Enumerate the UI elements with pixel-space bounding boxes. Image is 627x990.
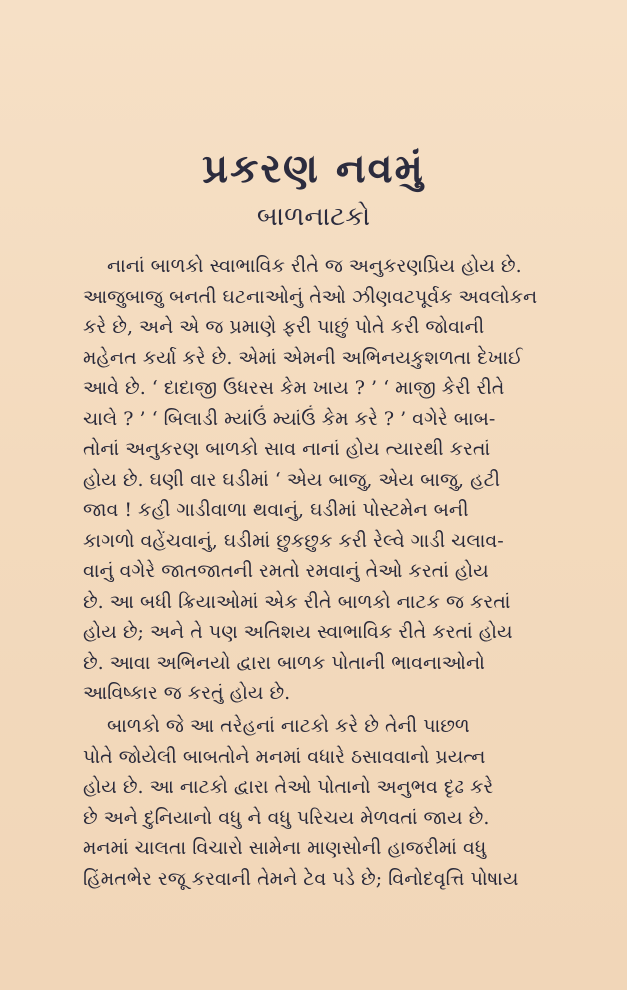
text-line: કરે છે, અને એ જ પ્રમાણે ફરી પાછું પોતે કરી જોવાની: [83, 316, 485, 338]
text-line: બાળકો જે આ તરેહનાં નાટકો કરે છે તેની પાછળ: [107, 715, 470, 737]
paragraph-2: [83, 711, 575, 894]
text-line: મહેનત કર્યા કરે છે. એમાં એમની અભિનયકુશળતા દેખાઈ: [83, 346, 523, 369]
text-line: વાનું વગેરે જાતજાતની રમતો રમવાનું તેઓ કરતાં હોય: [83, 560, 489, 582]
chapter-subtitle: બાળનાટકો: [256, 202, 371, 232]
text-line: મનમાં ચાલતા વિચારો સામેના માણસોની હાજરીમાં વધુ: [83, 837, 487, 859]
chapter-title: પ્રકરણ નવમું: [202, 145, 425, 192]
text-line: છે. આ બધી ક્રિયાઓમાં એક રીતે બાળકો નાટક જ કરતાં: [83, 590, 511, 613]
text-line: છે અને દુનિયાનો વધુ ને વધુ પરિચય મેળવતાં જાય છે.: [83, 806, 490, 829]
text-line: ચાલે ? ’ ‘ બિલાડી મ્યાંઉં મ્યાંઉં કેમ કરે ? ’ વગેરે બાબ-: [83, 407, 496, 430]
text-line: કાગળો વહેંચવાનું, ઘડીમાં છુકછુક કરી રેલ્વે ગાડી ચલાવ-: [83, 529, 504, 552]
text-line: જાવ ! કહી ગાડીવાળા થવાનું, ઘડીમાં પોસ્ટમેન બની: [83, 499, 469, 521]
text-line: છે. આવા અભિનયો દ્વારા બાળક પોતાની ભાવનાઓનો: [83, 651, 485, 674]
text-line: તોનાં અનુકરણ બાળકો સાવ નાનાં હોય ત્યારથી કરતાં: [83, 438, 491, 460]
text-line: હોય છે. આ નાટકો દ્વારા તેઓ પોતાનો અનુભવ દૃઢ કરે: [83, 776, 494, 798]
paragraph-1: [83, 251, 575, 709]
text-line: હોય છે. ઘણી વાર ઘડીમાં ‘ એય બાજુ, એય બાજુ, હટી: [83, 468, 501, 491]
text-line: આજુબાજુ બનતી ઘટનાઓનું તેઓ ઝીણવટપૂર્વક અવલોકન: [83, 285, 538, 308]
text-line: હિંમતભેર રજૂ કરવાની તેમને ટેવ પડે છે; વિનોદવૃત્તિ પોષાય: [83, 867, 519, 890]
text-line: પોતે જોયેલી બાબતોને મનમાં વધારે ઠસાવવાનો પ્રયત્ન: [83, 745, 486, 768]
text-line: હોય છે; અને તે પણ અતિશય સ્વાભાવિક રીતે કરતાં હોય: [83, 621, 513, 643]
text-line: આવે છે. ‘ દાદાજી ઉધરસ કેમ ખાય ? ’ ‘ માજી કેરી રીતે: [83, 377, 505, 399]
text-line: આવિષ્કાર જ કરતું હોય છે.: [83, 682, 291, 704]
text-line: નાનાં બાળકો સ્વાભાવિક રીતે જ અનુકરણપ્રિય હોય છે.: [107, 255, 522, 277]
